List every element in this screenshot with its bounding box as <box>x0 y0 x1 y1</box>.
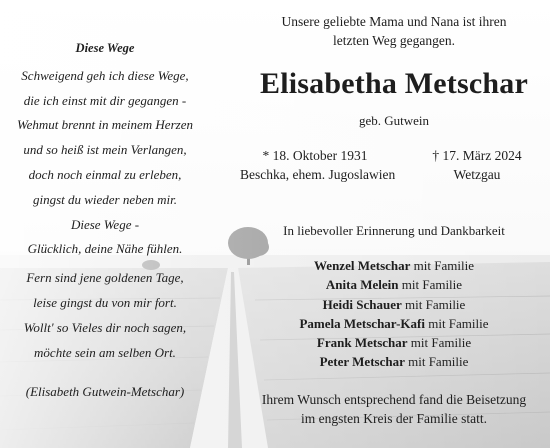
mourner-suffix: mit Familie <box>410 258 474 273</box>
closing-line: im engsten Kreis der Familie statt. <box>301 411 487 426</box>
mourner-name: Frank Metschar <box>316 335 408 351</box>
poem-line: und so heiß ist mein Verlangen, <box>23 142 187 158</box>
poem-author: (Elisabeth Gutwein-Metschar) <box>25 384 185 400</box>
birth-place: Beschka, ehem. Jugoslawien <box>240 167 396 182</box>
deceased-name: Elisabetha Metschar <box>260 67 528 100</box>
poem-line: Wollt' so Vieles dir noch sagen, <box>23 319 187 335</box>
poem-line: die ich einst mit dir gegangen - <box>23 92 187 108</box>
mourner-name: Heidi Schauer <box>322 296 402 312</box>
mourner-suffix: mit Familie <box>404 354 469 370</box>
poem-line: Diese Wege - <box>70 216 140 232</box>
birth-date: * 18. Oktober 1931 <box>262 148 368 163</box>
birth-info <box>240 146 396 184</box>
intro-text <box>238 12 550 50</box>
death-date: † 17. März 2024 <box>432 148 522 163</box>
mourner-name: Wenzel Metschar <box>314 258 411 273</box>
mourners-list <box>238 256 550 372</box>
birth-name: geb. Gutwein <box>358 113 430 128</box>
mourner-row <box>238 256 550 275</box>
closing-line: Ihrem Wunsch entsprechend fand die Beisetzung <box>261 392 527 407</box>
mourner-suffix: mit Familie <box>424 315 489 331</box>
poem-line: Fern sind jene goldenen Tage, <box>26 270 184 286</box>
poem-line: Glücklich, deine Nähe fühlen. <box>27 241 183 257</box>
poem-line: gingst du wieder neben mir. <box>32 191 178 207</box>
mourner-name: Peter Metschar <box>319 354 405 370</box>
mourner-row <box>238 275 550 294</box>
death-info <box>412 146 542 184</box>
mourner-row <box>238 314 550 333</box>
poem-line: Wehmut brennt in meinem Herzen <box>17 117 193 133</box>
poem-title: Diese Wege <box>75 41 135 55</box>
memory-line: In liebevoller Erinnerung und Dankbarkeit <box>283 223 505 238</box>
mourner-row <box>238 333 550 352</box>
mourner-row <box>238 295 550 314</box>
mourner-suffix: mit Familie <box>398 277 463 293</box>
mourner-row <box>238 352 550 371</box>
mourner-suffix: mit Familie <box>401 296 466 312</box>
poem-line: Schweigend geh ich diese Wege, <box>21 67 189 83</box>
mourner-name: Pamela Metschar-Kafi <box>299 315 425 331</box>
death-place: Wetzgau <box>453 167 501 182</box>
intro-line: letzten Weg gegangen. <box>333 33 455 48</box>
poem-line: doch noch einmal zu erleben, <box>28 166 182 182</box>
closing-text <box>238 390 550 428</box>
poem-line: leise gingst du von mir fort. <box>33 294 177 310</box>
mourner-name: Anita Melein <box>325 277 399 293</box>
intro-line: Unsere geliebte Mama und Nana ist ihren <box>281 14 507 29</box>
poem-line: möchte sein am selben Ort. <box>34 344 176 360</box>
mourner-suffix: mit Familie <box>407 335 472 351</box>
poem-block <box>4 36 206 405</box>
